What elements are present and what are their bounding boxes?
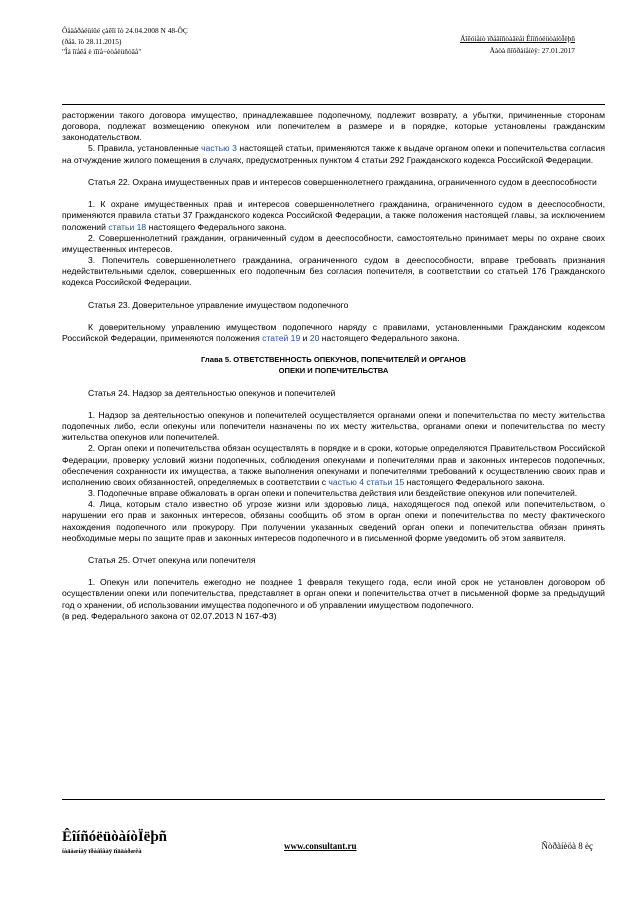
- document-body: [62, 110, 605, 622]
- paragraph-11: 1. Надзор за деятельностью опекунов и попечителей осуществляется органами опеки и попечительства по месту жительства подопечных либо, если опекуны или попечители назначены по их месту жительства, органами опеки и попечительства по месту жительства опекунов или попечителей.: [62, 409, 605, 443]
- reference-link[interactable]: 20: [309, 333, 320, 344]
- paragraph-12: 2. Орган опеки и попечительства обязан осуществлять в порядке и в сроки, которые определяются Правительством Российской Федерации, проверку условий жизни подопечных, соблюдения опекунами и попечителями прав и законных интересов подопечных, обеспечения сохранности их имущества, а также выполнения опекунами и попечителями требований к осуществлению своих прав и исполнению своих обязанностей, определяемых в соответствии с частью 4 статьи 15 настоящего Федерального закона.: [62, 443, 605, 487]
- paragraph-14: 4. Лица, которым стало известно об угрозе жизни или здоровью лица, находящегося под опекой или попечительством, о нарушении его прав и законных интересов, обязаны сообщить об этом в орган опеки и попечительства по месту фактического нахождения подопечного или прокурору. При получении указанных сведений орган опеки и попечительства обязан принять необходимые меры по защите прав и законных интересов подопечного и в письменной форме уведомить об этом заявителя.: [62, 499, 605, 543]
- header-left-line-3: "Îá îïåêå è ïîïå÷èòåëüñòâå": [62, 47, 142, 56]
- paragraph-9: ОПЕКИ И ПОПЕЧИТЕЛЬСТВА: [278, 365, 389, 375]
- paragraph-17: (в ред. Федерального закона от 02.07.2013 N 167-ФЗ): [62, 610, 277, 621]
- paragraph-10: Статья 24. Надзор за деятельностью опекунов и попечителей: [88, 387, 336, 398]
- reference-link[interactable]: частью 3: [201, 143, 237, 154]
- paragraph-1: 5. Правила, установленные частью 3 настоящей статьи, применяются также к выдаче органом опеки и попечительства согласия на отчуждение жилого помещения в случаях, предусмотренных пунктом 4 статьи 292 Гражданского кодекса Российской Федерации.: [62, 143, 605, 165]
- header-right-line-2: Äàòà ñîõðàíåíèÿ: 27.01.2017: [489, 46, 575, 55]
- header-rule: [62, 104, 605, 105]
- paragraph-13: 3. Подопечные вправе обжаловать в орган опеки и попечительства действия или бездействие опекунов или попечителей.: [88, 488, 578, 499]
- paragraph-2: Статья 22. Охрана имущественных прав и интересов совершеннолетнего гражданина, ограниченного судом в дееспособности: [88, 176, 597, 187]
- paragraph-15: Статья 25. Отчет опекуна или попечителя: [88, 555, 256, 565]
- paragraph-6: Статья 23. Доверительное управление имуществом подопечного: [88, 299, 349, 310]
- header-provider-info: [460, 33, 575, 57]
- paragraph-4: 2. Совершеннолетний гражданин, ограниченный судом в дееспособности, самостоятельно принимает меры по охране своих имущественных интересов.: [62, 232, 605, 254]
- reference-link[interactable]: статьи 18: [108, 221, 147, 232]
- paragraph-16: 1. Опекун или попечитель ежегодно не позднее 1 февраля текущего года, если иной срок не установлен договором об осуществлении опеки или попечительства, представляет в орган опеки и попечительства отчет в письменной форме за предыдущий год о хранении, об использовании имущества подопечного и об управлении имуществом подопечного.: [62, 577, 605, 610]
- footer-rule: [62, 799, 605, 800]
- footer-url-link[interactable]: www.consultant.ru: [284, 841, 357, 851]
- header-right-line-1: Äîêóìåíò ïðåäîñòàâëåí ÊîíñóëüòàíòÏëþñ: [460, 34, 575, 43]
- footer-page-number: Ñòðàíèöà 8 èç: [541, 841, 593, 851]
- header-left-line-2: (ðåä. îò 28.11.2015): [62, 36, 122, 46]
- paragraph-8: Глава 5. ОТВЕТСТВЕННОСТЬ ОПЕКУНОВ, ПОПЕЧИТЕЛЕЙ И ОРГАНОВ: [200, 355, 467, 365]
- page-footer: [62, 821, 605, 865]
- paragraph-0: расторжении такого договора имущество, принадлежавшее подопечному, подлежит возврату, а убытки, причиненные сторонам договора, подлежат возмещению опекуном или попечителем в размере и в порядке, которые установлены гражданским законодательством.: [62, 110, 605, 143]
- paragraph-5: 3. Попечитель совершеннолетнего гражданина, ограниченного судом в дееспособности, вправе требовать признания недействительными сделок, совершенных его подопечным без согласия попечителя, в соответствии со статьей 176 Гражданского кодекса Российской Федерации.: [62, 255, 605, 288]
- header-left-line-1: Ôåäåðàëüíûé çàêîí îò 24.04.2008 N 48-ÔÇ: [62, 26, 188, 35]
- footer-logo: ÊîíñóëüòàíòÏëþñ: [62, 829, 168, 845]
- reference-link[interactable]: частью 4 статьи 15: [328, 476, 405, 487]
- footer-tagline: íàäåæíàÿ ïðàâîâàÿ ïîääåðæêà: [62, 848, 142, 855]
- header-doc-info: [62, 26, 188, 58]
- paragraph-7: К доверительному управлению имуществом подопечного наряду с правилами, установленными Гражданским кодексом Российской Федерации, применяются положения статей 19 и 20 настоящего Федерального закона.: [62, 321, 605, 344]
- reference-link[interactable]: статей 19: [262, 333, 301, 344]
- paragraph-3: 1. К охране имущественных прав и интересов совершеннолетнего гражданина, ограниченного судом в дееспособности, применяются правила статьи 37 Гражданского кодекса Российской Федерации, а также положения настоящей главы, за исключением положений статьи 18 настоящего Федерального закона.: [62, 199, 605, 232]
